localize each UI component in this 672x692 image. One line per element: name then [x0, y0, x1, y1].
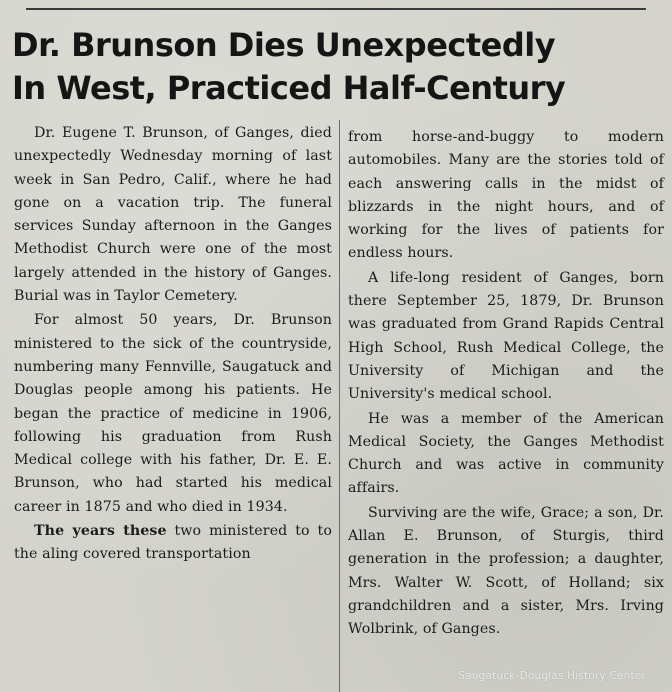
paragraph-2: For almost 50 years, Dr. Brunson ministered to the sick of the countryside, numbering many Fennville, Saugatuck and Douglas people among his patients. He began the practice of medicine in 1906, following his graduation from Rush Medical college with his father, Dr. E. E. Brunson, who had started his medical career in 1875 and who died in 1934.	[14, 312, 332, 515]
paragraph-3-text: two ministered to to the aling covered transportation	[14, 523, 332, 563]
right-column	[348, 126, 664, 643]
left-column	[14, 122, 332, 568]
paragraph-6: He was a member of the American Medical Society, the Ganges Methodist Church and was active in community affairs.	[348, 410, 664, 497]
top-rule	[26, 8, 646, 10]
paragraph-3	[14, 520, 332, 567]
headline-line-2: In West, Practiced Half-Century	[12, 69, 566, 107]
paragraph-7: Surviving are the wife, Grace; a son, Dr. Allan E. Brunson, of Sturgis, third generation in the profession; a daughter, Mrs. Walter W. Scott, of Holland; six grandchildren and a sister, Mrs. Irving Wolbrink, of Ganges.	[348, 504, 664, 638]
headline-line-1: Dr. Brunson Dies Unexpectedly	[12, 26, 556, 64]
paragraph-1: Dr. Eugene T. Brunson, of Ganges, died unexpectedly Wednesday morning of last week in San Pedro, Calif., where he had gone on a vacation trip. The funeral services Sunday afternoon in the Ganges Methodist Church were one of the most largely attended in the history of Ganges. Burial was in Taylor Cemetery.	[14, 125, 332, 305]
paragraph-4: from horse-and-buggy to modern automobiles. Many are the stories told of each answering calls in the midst of blizzards in the night hours, and of working for the lives of patients for endless hours.	[348, 129, 664, 262]
column-divider	[339, 120, 340, 692]
paragraph-5: A life-long resident of Ganges, born there September 25, 1879, Dr. Brunson was graduated from Grand Rapids Central High School, Rush Medical College, the University of Michigan and the University's medical school.	[348, 269, 664, 403]
headline	[12, 24, 662, 110]
watermark: Saugatuck-Douglas History Center	[458, 670, 646, 682]
paragraph-3-bold-lead: The years these	[34, 523, 167, 540]
